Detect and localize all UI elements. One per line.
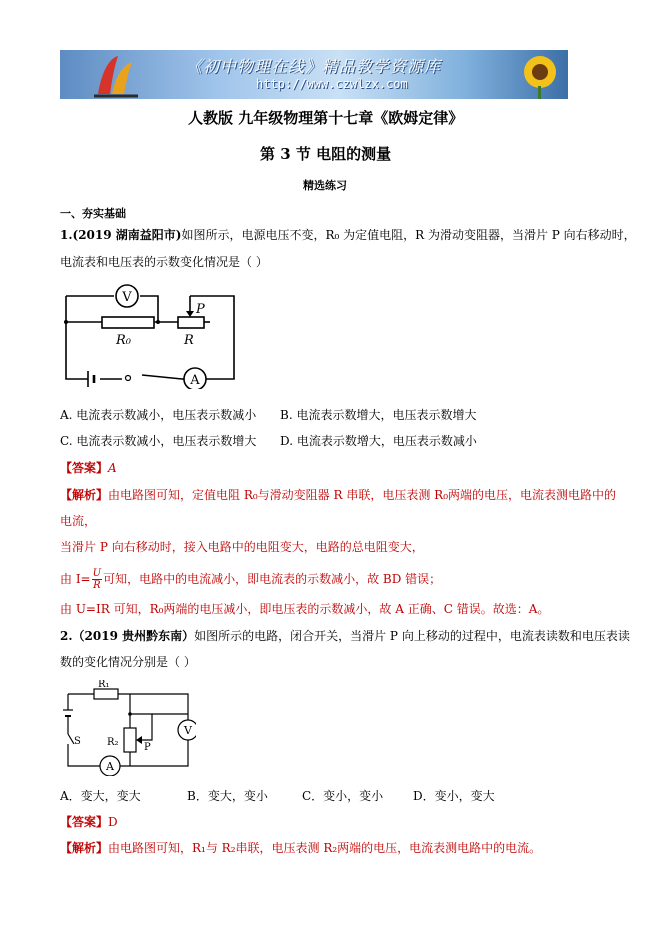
- q2-option-b: B．变大，变小: [187, 789, 268, 803]
- banner-title: 《初中物理在线》精品教学资源库: [186, 57, 442, 76]
- q1-option-c: C. 电流表示数减小，电压表示数增大: [60, 434, 257, 448]
- q1-option-d: D. 电流表示数增大，电压表示数减小: [280, 434, 477, 448]
- q2-analysis-line1: 【解析】由电路图可知，R₁与 R₂串联，电压表测 R₂两端的电压，电流表测电路中的电流。: [60, 841, 542, 855]
- part-heading: 一、夯实基础: [60, 207, 126, 220]
- q1-stem-line1: 1.(2019 湖南益阳市)如图所示，电源电压不变，R₀ 为定值电阻，R 为滑动变阻器，当滑片 P 向右移动时，: [60, 228, 636, 242]
- q1-analysis-line3: 当滑片 P 向右移动时，接入电路中的电阻变大，电路的总电阻变大，: [60, 540, 424, 554]
- header-banner: [60, 50, 568, 99]
- q1-analysis-line1: 【解析】由电路图可知，定值电阻 R₀与滑动变阻器 R 串联，电压表测 R₀两端的电压，电流表测电路中的: [60, 488, 617, 502]
- q1-r0-label: R₀: [116, 333, 131, 348]
- q2-r2-label: R₂: [107, 737, 119, 748]
- q2-stem-line1: 2.（2019 贵州黔东南）如图所示的电路，闭合开关，当滑片 P 向上移动的过程中，电流表读数和电压表读: [60, 629, 630, 643]
- q2-stem-line2: 数的变化情况分别是（ ）: [60, 655, 196, 669]
- q1-r-label: R: [184, 333, 194, 348]
- section-title: 第 3 节 电阻的测量: [260, 145, 392, 163]
- q1-answer: 【答案】A: [60, 461, 117, 475]
- sunflower-icon: [510, 50, 568, 99]
- q2-number: 2.（2019 贵州黔东南）: [60, 629, 195, 643]
- q1-option-a: A. 电流表示数减小，电压表示数减小: [60, 408, 257, 422]
- q2-option-d: D．变小，变大: [413, 789, 495, 803]
- q2-ammeter-label: A: [106, 760, 114, 773]
- doc-title: 人教版 九年级物理第十七章《欧姆定律》: [188, 109, 464, 127]
- q1-option-b: B. 电流表示数增大，电压表示数增大: [280, 408, 477, 422]
- q2-circuit-diagram: [60, 680, 196, 776]
- q2-answer: 【答案】D: [60, 815, 118, 829]
- q2-s-label: S: [74, 736, 81, 747]
- banner-url: http://www.czwlzx.com: [256, 77, 408, 91]
- q2-voltmeter-label: V: [184, 724, 192, 737]
- subtitle: 精选练习: [303, 179, 347, 192]
- q1-number: 1.(2019 湖南益阳市): [60, 228, 182, 242]
- q1-voltmeter-label: V: [122, 290, 132, 305]
- q1-stem-line2: 电流表和电压表的示数变化情况是（ ）: [60, 255, 268, 269]
- q1-analysis-line5: 由 U=IR 可知，R₀两端的电压减小，即电压表的示数减小，故 A 正确、C 错误。故选：A。: [60, 602, 550, 616]
- q2-option-c: C．变小，变小: [302, 789, 384, 803]
- q1-p-label: P: [196, 302, 205, 317]
- fraction-u-over-r: $\frac{U}{R}$: [92, 568, 102, 591]
- q1-ammeter-label: A: [190, 373, 200, 388]
- q2-r1-label: R₁: [98, 680, 110, 690]
- q1-analysis-line2: 电流，: [60, 514, 97, 528]
- q1-circuit-diagram: [60, 283, 240, 389]
- q1-analysis-line4: 由 I= $\frac{U}{R}$ 可知，电路中的电流减小，即电流表的示数减小，故 BD 错误；: [60, 568, 442, 591]
- q2-p-label: P: [144, 742, 151, 753]
- logo-icon: [88, 50, 148, 99]
- q2-option-a: A．变大，变大: [60, 789, 141, 803]
